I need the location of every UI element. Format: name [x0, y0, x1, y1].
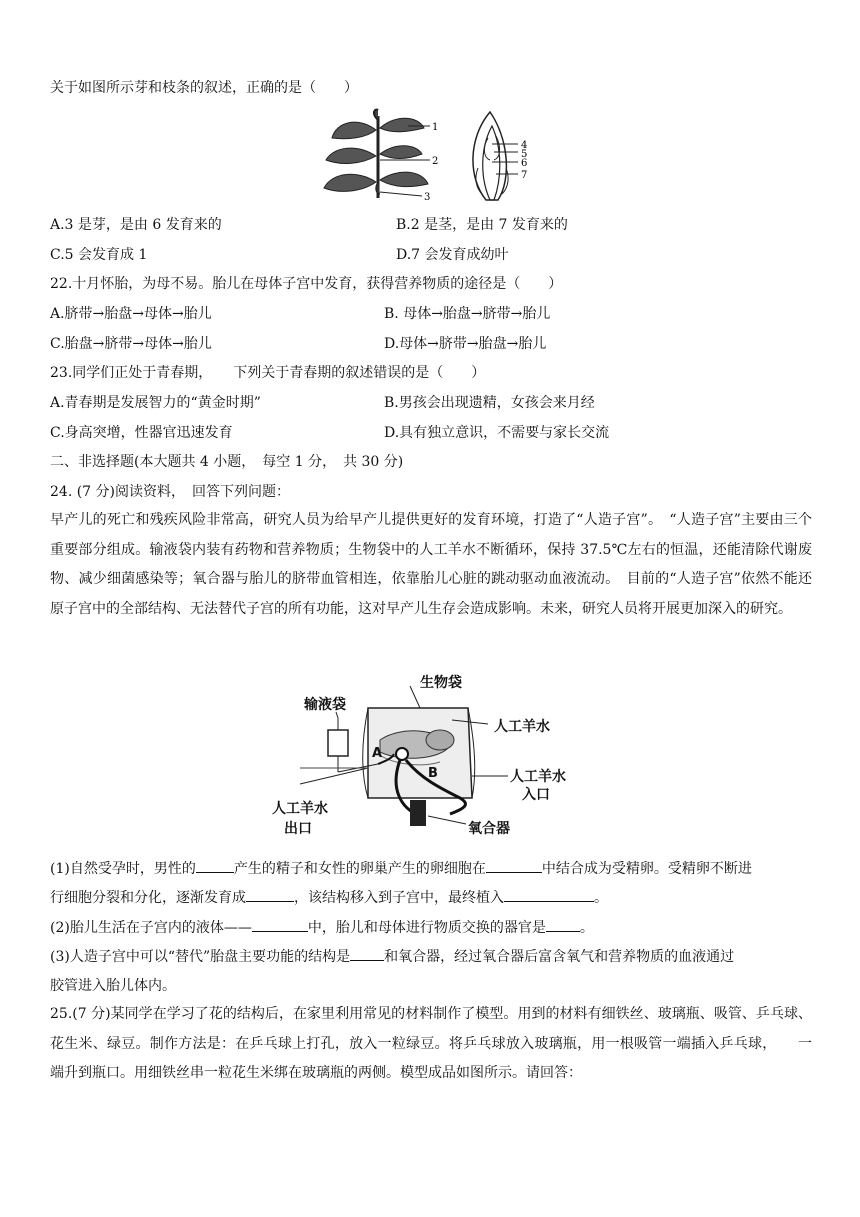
- q25-passage: 25.(7 分)某同学在学习了花的结构后，在家里利用常见的材料制作了模型。用到的材料有细铁丝、玻璃瓶、吸管、乒乓球、花生米、绿豆。制作方法是：在乒乓球上打孔，放入一粒绿豆。将乒乓球放入玻璃瓶，用一根吸管一端插入乒乓球， 一端升到瓶口。用细铁丝串一粒花生米绑在玻璃瓶的两侧。模型成品如图所示。请回答：: [50, 1006, 812, 1081]
- q24-part3-line2: 胶管进入胎儿体内。: [50, 978, 176, 994]
- q22-stem: 22.十月怀胎，为母不易。胎儿在母体子宫中发育，获得营养物质的途径是（ ）: [50, 276, 563, 292]
- q24-blank-7[interactable]: [350, 946, 384, 961]
- q24-p1-text-f: 。: [594, 890, 608, 906]
- label-amniotic-fluid: 人工羊水: [494, 719, 550, 735]
- fig-label-2: 2: [432, 156, 439, 167]
- q24-part2: [50, 917, 594, 938]
- bud-section-drawing: [473, 112, 518, 200]
- q23-stem: 23.同学们正处于青春期， 下列关于青春期的叙述错误的是（ ）: [50, 365, 486, 381]
- q24-p3-text-a: (3)人造子宫中可以“替代”胎盘主要功能的结构是: [50, 949, 351, 965]
- q21-option-c: C.5 会发育成 1: [50, 247, 148, 263]
- q22-option-c: C.胎盘→脐带→母体→胎儿: [50, 336, 212, 352]
- q21-option-a: A.3 是芽，是由 6 发育来的: [50, 217, 222, 233]
- q24-part3-line1: [50, 946, 734, 967]
- label-amniotic-outlet-2: 出口: [284, 821, 312, 837]
- label-oxygenator: 氧合器: [468, 821, 510, 837]
- fig-label-6: 6: [521, 158, 528, 169]
- q23-option-b: B.男孩会出现遗精，女孩会来月经: [384, 395, 595, 411]
- q24-p1-text-e: ，该结构移入到子宫中，最终植入: [294, 890, 504, 906]
- q21-option-b: B.2 是茎，是由 7 发育来的: [396, 217, 568, 233]
- q24-p1-text-b: 产生的精子和女性的卵巢产生的卵细胞在: [233, 861, 486, 877]
- q24-part1-line2: [50, 887, 608, 908]
- label-amniotic-inlet-1: 人工羊水: [510, 769, 566, 785]
- q24-blank-4[interactable]: [504, 887, 594, 902]
- q22-option-d: D.母体→脐带→胎盘→胎儿: [384, 336, 547, 352]
- label-amniotic-outlet-1: 人工羊水: [272, 801, 328, 817]
- q24-p2-text-c: 。: [579, 920, 594, 936]
- q24-blank-3[interactable]: [246, 887, 294, 902]
- fig-label-3: 3: [424, 192, 431, 203]
- label-letter-a: A: [372, 746, 383, 761]
- q23-option-a: A.青春期是发展智力的“黄金时期”: [50, 395, 261, 411]
- section-2-heading: 二、非选择题(本大题共 4 小题， 每空 1 分， 共 30 分): [50, 454, 404, 470]
- q24-p1-text-d: 行细胞分裂和分化，逐渐发育成: [50, 890, 246, 906]
- fig-label-7: 7: [521, 170, 528, 181]
- q24-passage: 早产儿的死亡和残疾风险非常高，研究人员为给早产儿提供更好的发育环境，打造了“人造子宫”。 “人造子宫”主要由三个重要部分组成。输液袋内装有药物和营养物质；生物袋中的人工羊水不断循环，保持 37.5℃左右的恒温，还能清除代谢废物、减少细菌感染等；氧合器与胎儿的脐带血管相连，依靠胎儿心脏的跳动驱动血液流动。 目前的“人造子宫”依然不能还原子宫中的全部结构、无法替代子宫的所有功能，这对早产儿生存会造成影响。未来，研究人员将开展更加深入的研究。: [50, 512, 812, 617]
- fig-label-1: 1: [432, 122, 439, 133]
- q24-blank-2[interactable]: [486, 858, 542, 873]
- fig-label-4: 4: [521, 140, 528, 151]
- q24-p2-text-b: 中，胎儿和母体进行物质交换的器官是: [307, 920, 546, 936]
- q24-blank-1[interactable]: [196, 858, 234, 873]
- branch-drawing: [324, 109, 430, 198]
- artificial-womb-figure: [270, 668, 590, 844]
- q22-option-b: B. 母体→胎盘→脐带→胎儿: [384, 306, 551, 322]
- bud-branch-figure: [318, 108, 550, 204]
- q21-stem: 关于如图所示芽和枝条的叙述，正确的是（ ）: [50, 80, 358, 96]
- q24-p3-text-b: 和氧合器，经过氧合器后富含氧气和营养物质的血液通过: [384, 949, 735, 965]
- q23-option-c: C.身高突增，性器官迅速发育: [50, 425, 233, 441]
- label-letter-b: B: [428, 766, 438, 781]
- q24-blank-5[interactable]: [252, 917, 308, 932]
- q22-option-a: A.脐带→胎盘→母体→胎儿: [50, 306, 212, 322]
- label-bio-bag: 生物袋: [420, 675, 462, 691]
- label-infusion-bag: 输液袋: [304, 697, 346, 713]
- q24-p2-text-a: (2)胎儿生活在子宫内的液体——: [50, 920, 252, 936]
- fig-label-5: 5: [521, 149, 528, 160]
- q24-part1-line1: [50, 858, 752, 879]
- q24-p1-text-c: 中结合成为受精卵。受精卵不断进: [541, 861, 752, 877]
- q24-blank-6[interactable]: [546, 917, 580, 932]
- q21-option-d: D.7 会发育成幼叶: [396, 247, 509, 263]
- q24-stem: 24. (7 分)阅读资料， 回答下列问题：: [50, 484, 290, 500]
- q24-p1-text-a: (1)自然受孕时，男性的: [50, 861, 196, 877]
- label-amniotic-inlet-2: 入口: [522, 787, 550, 803]
- q23-option-d: D.具有独立意识，不需要与家长交流: [384, 425, 610, 441]
